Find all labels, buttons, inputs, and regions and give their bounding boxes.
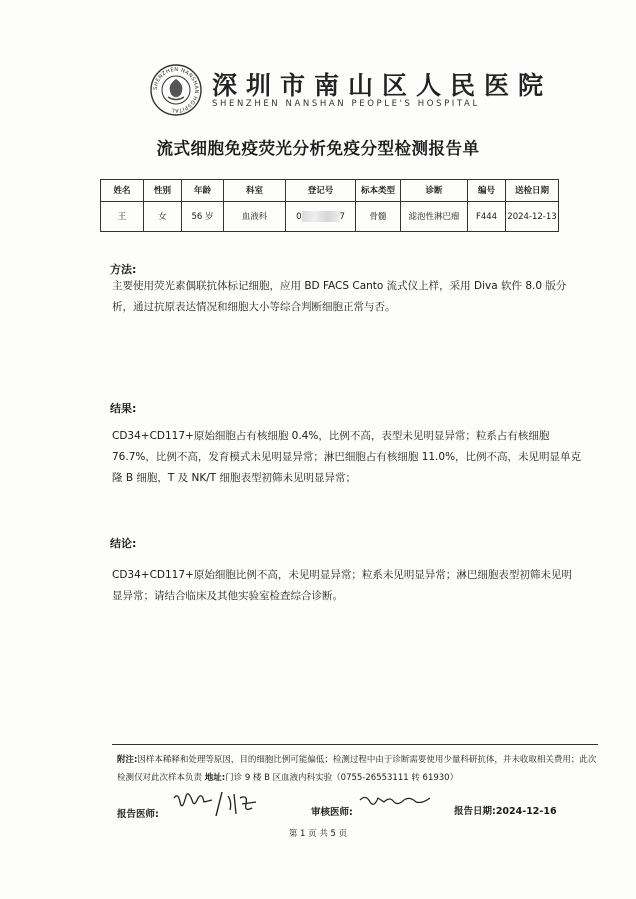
reg-no-prefix: 0 bbox=[296, 211, 302, 222]
patient-reg-no bbox=[286, 202, 356, 232]
reviewer-signature bbox=[358, 790, 438, 810]
address-text: 门诊 9 楼 B 区血液内科实验（0755-26553111 转 61930） bbox=[225, 773, 459, 783]
specimen-type: 骨髓 bbox=[356, 202, 401, 232]
reg-no-suffix: 7 bbox=[339, 211, 345, 222]
result-label: 结果: bbox=[110, 402, 137, 415]
footer-divider bbox=[112, 744, 598, 745]
report-date bbox=[454, 803, 557, 817]
note-label: 附注: bbox=[117, 755, 138, 765]
report-date-value: 2024-12-16 bbox=[495, 806, 557, 817]
patient-name: 王 bbox=[101, 202, 144, 232]
svg-text:SHENZHEN NANSHAN HOSPITAL: SHENZHEN NANSHAN HOSPITAL bbox=[152, 66, 200, 114]
header-date: 送检日期 bbox=[506, 180, 559, 202]
address-label: 地址: bbox=[204, 773, 226, 783]
patient-dept: 血液科 bbox=[224, 202, 286, 232]
report-doctor-label: 报告医师: bbox=[117, 809, 159, 820]
header-gender: 性别 bbox=[144, 180, 182, 202]
patient-info-table bbox=[100, 179, 559, 232]
header-dept: 科室 bbox=[224, 180, 286, 202]
result-text: CD34+CD117+原始细胞占有核细胞 0.4%，比例不高，表型未见明显异常；粒系占有核细胞 76.7%，比例不高，发育模式未见明显异常；淋巴细胞占有核细胞 11.0%，比例不高，未见明显单克隆 B 细胞，T 及 NK/T 细胞表型初筛未见明显异常； bbox=[112, 430, 582, 484]
patient-gender: 女 bbox=[144, 202, 182, 232]
hospital-name-en: SHENZHEN NANSHAN PEOPLE'S HOSPITAL bbox=[212, 99, 480, 109]
hospital-name-cn: 深圳市南山区人民医院 bbox=[212, 71, 553, 100]
header-name: 姓名 bbox=[101, 180, 144, 202]
method-label: 方法: bbox=[110, 263, 137, 276]
header-number: 编号 bbox=[468, 180, 506, 202]
doctor-signature bbox=[170, 788, 270, 820]
diagnosis: 滤泡性淋巴瘤 bbox=[401, 202, 468, 232]
sample-number: F444 bbox=[468, 202, 506, 232]
footer-note bbox=[117, 751, 597, 787]
conclusion-label: 结论: bbox=[110, 537, 137, 550]
patient-age: 56 岁 bbox=[182, 202, 224, 232]
header-age: 年龄 bbox=[182, 180, 224, 202]
header-diagnosis: 诊断 bbox=[401, 180, 468, 202]
conclusion-text: CD34+CD117+原始细胞比例不高，未见明显异常；粒系未见明显异常；淋巴细胞表型初筛未见明显异常；请结合临床及其他实验室检查综合诊断。 bbox=[112, 569, 572, 602]
report-date-label: 报告日期: bbox=[454, 806, 496, 817]
header-reg-no: 登记号 bbox=[286, 180, 356, 202]
page-indicator: 第 1 页 共 5 页 bbox=[288, 829, 348, 839]
reviewer-label: 审核医师: bbox=[311, 807, 353, 818]
redaction-blur bbox=[302, 211, 340, 222]
report-title: 流式细胞免疫荧光分析免疫分型检测报告单 bbox=[156, 139, 480, 158]
method-text: 主要使用荧光素偶联抗体标记细胞，应用 BD FACS Canto 流式仪上样，采用 Diva 软件 8.0 版分析，通过抗原表达情况和细胞大小等综合判断细胞正常与否。 bbox=[112, 280, 567, 313]
hospital-logo bbox=[150, 64, 202, 116]
submit-date: 2024-12-13 bbox=[506, 202, 559, 232]
header-specimen: 标本类型 bbox=[356, 180, 401, 202]
note-text: 因样本稀释和处理等原因，目的细胞比例可能偏低；检测过程中由于诊断需要使用少量科研抗体，并未收取相关费用；此次检测仅对此次样本负责 bbox=[117, 755, 597, 783]
